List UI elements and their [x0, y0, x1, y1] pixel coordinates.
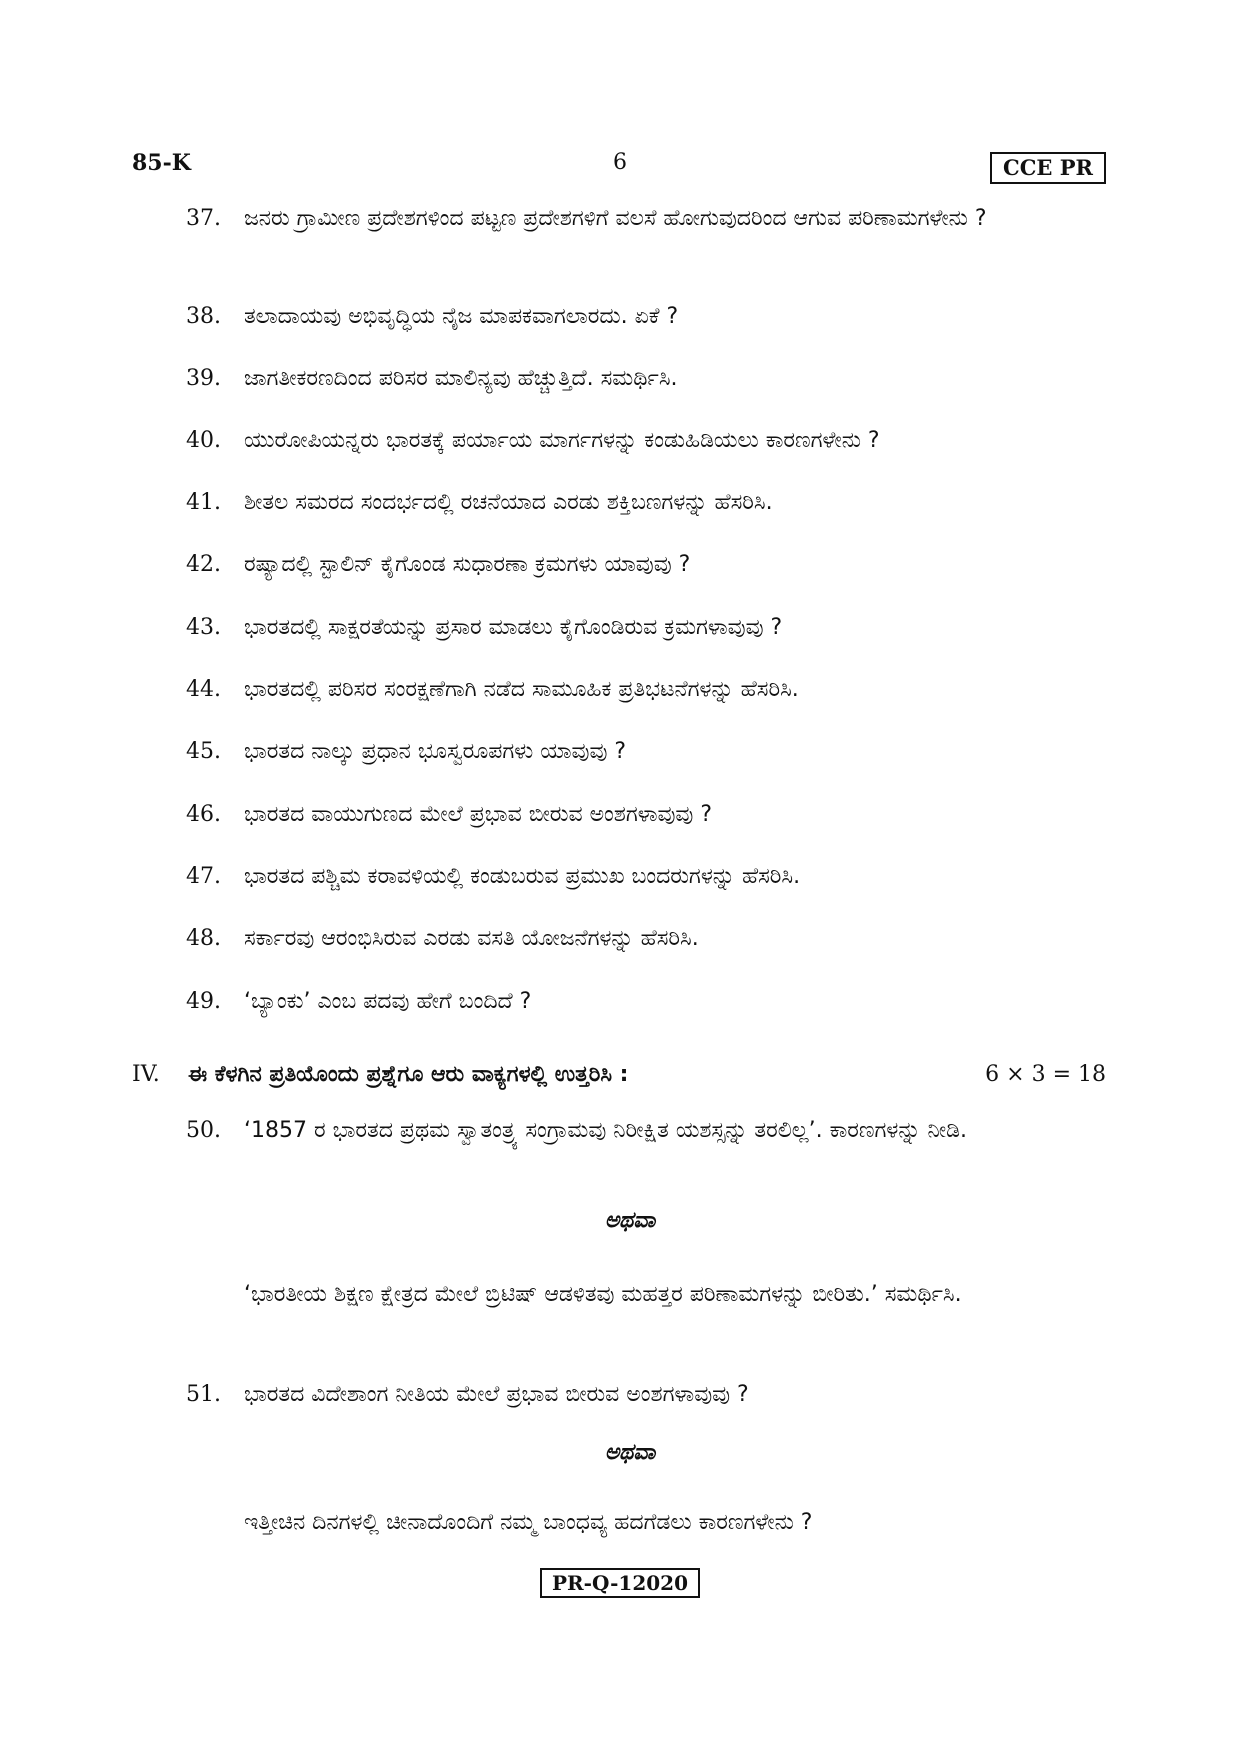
question-text: ಭಾರತದ ನಾಲ್ಕು ಪ್ರಧಾನ ಭೂಸ್ವರೂಪಗಳು ಯಾವುವು ?	[244, 739, 627, 764]
question-46	[186, 792, 1106, 838]
question-number: 40.	[186, 428, 221, 453]
question-48	[186, 916, 1106, 962]
question-50	[186, 1108, 1106, 1154]
question-42	[186, 542, 1106, 588]
question-text: ಭಾರತದಲ್ಲಿ ಸಾಕ್ಷರತೆಯನ್ನು ಪ್ರಸಾರ ಮಾಡಲು ಕೈಗೊಂಡಿರುವ ಕ್ರಮಗಳಾವುವು ?	[244, 615, 783, 640]
alternative-question-51: ಇತ್ತೀಚಿನ ದಿನಗಳಲ್ಲಿ ಚೀನಾದೊಂದಿಗೆ ನಮ್ಮ ಬಾಂಧವ್ಯ ಹದಗೆಡಲು ಕಾರಣಗಳೇನು ?	[244, 1510, 813, 1535]
question-number: 47.	[186, 864, 221, 889]
question-text: ‘ಬ್ಯಾಂಕು’ ಎಂಬ ಪದವು ಹೇಗೆ ಬಂದಿದೆ ?	[244, 989, 532, 1014]
question-40	[186, 418, 1106, 464]
question-number: 39.	[186, 366, 221, 391]
question-number: 37.	[186, 206, 221, 231]
question-45	[186, 729, 1106, 775]
question-text: ಶೀತಲ ಸಮರದ ಸಂದರ್ಭದಲ್ಲಿ ರಚನೆಯಾದ ಎರಡು ಶಕ್ತಿಬಣಗಳನ್ನು ಹೆಸರಿಸಿ.	[244, 490, 773, 515]
question-number: 45.	[186, 739, 221, 764]
question-number: 48.	[186, 926, 221, 951]
or-label: ಅಥವಾ	[604, 1440, 656, 1465]
question-39	[186, 356, 1106, 402]
series-label-box: CCE PR	[990, 152, 1106, 184]
question-text: ಭಾರತದ ಪಶ್ಚಿಮ ಕರಾವಳಿಯಲ್ಲಿ ಕಂಡುಬರುವ ಪ್ರಮುಖ ಬಂದರುಗಳನ್ನು ಹೆಸರಿಸಿ.	[244, 864, 801, 889]
question-number: 41.	[186, 490, 221, 515]
question-number: 51.	[186, 1382, 221, 1407]
question-number: 44.	[186, 677, 221, 702]
alternative-question-50: ‘ಭಾರತೀಯ ಶಿಕ್ಷಣ ಕ್ಷೇತ್ರದ ಮೇಲೆ ಬ್ರಿಟಿಷ್ ಆಡಳಿತವು ಮಹತ್ತರ ಪರಿಣಾಮಗಳನ್ನು ಬೀರಿತು.’ ಸಮರ್ಥಿಸಿ.	[244, 1282, 962, 1307]
or-label: ಅಥವಾ	[604, 1208, 656, 1233]
question-number: 46.	[186, 802, 221, 827]
question-number: 49.	[186, 989, 221, 1014]
question-text: ಭಾರತದ ವಾಯುಗುಣದ ಮೇಲೆ ಪ್ರಭಾವ ಬೀರುವ ಅಂಶಗಳಾವುವು ?	[244, 802, 713, 827]
question-text: ಭಾರತದಲ್ಲಿ ಪರಿಸರ ಸಂರಕ್ಷಣೆಗಾಗಿ ನಡೆದ ಸಾಮೂಹಿಕ ಪ್ರತಿಭಟನೆಗಳನ್ನು ಹೆಸರಿಸಿ.	[244, 677, 799, 702]
question-text: ರಷ್ಯಾದಲ್ಲಿ ಸ್ಟಾಲಿನ್ ಕೈಗೊಂಡ ಸುಧಾರಣಾ ಕ್ರಮಗಳು ಯಾವುವು ?	[244, 552, 691, 577]
question-number: 43.	[186, 615, 221, 640]
question-text: ಭಾರತದ ವಿದೇಶಾಂಗ ನೀತಿಯ ಮೇಲೆ ಪ್ರಭಾವ ಬೀರುವ ಅಂಶಗಳಾವುವು ?	[244, 1382, 749, 1407]
question-41	[186, 480, 1106, 526]
question-49	[186, 979, 1106, 1025]
section-number: IV.	[132, 1062, 160, 1087]
question-text: ಯುರೋಪಿಯನ್ನರು ಭಾರತಕ್ಕೆ ಪರ್ಯಾಯ ಮಾರ್ಗಗಳನ್ನು ಕಂಡುಹಿಡಿಯಲು ಕಾರಣಗಳೇನು ?	[244, 428, 880, 453]
question-text: ಜಾಗತೀಕರಣದಿಂದ ಪರಿಸರ ಮಾಲಿನ್ಯವು ಹೆಚ್ಚುತ್ತಿದೆ. ಸಮರ್ಥಿಸಿ.	[244, 366, 678, 391]
question-47	[186, 854, 1106, 900]
question-text: ‘1857 ರ ಭಾರತದ ಪ್ರಥಮ ಸ್ವಾತಂತ್ರ್ಯ ಸಂಗ್ರಾಮವು ನಿರೀಕ್ಷಿತ ಯಶಸ್ಸನ್ನು ತರಲಿಲ್ಲ’. ಕಾರಣಗಳನ್ನು ನೀಡಿ.	[244, 1118, 967, 1143]
question-number: 38.	[186, 304, 221, 329]
footer-code-box: PR-Q-12020	[540, 1568, 700, 1598]
question-text: ತಲಾದಾಯವು ಅಭಿವೃದ್ಧಿಯ ನೈಜ ಮಾಪಕವಾಗಲಾರದು. ಏಕೆ ?	[244, 304, 679, 329]
question-number: 42.	[186, 552, 221, 577]
question-number: 50.	[186, 1118, 221, 1143]
question-43	[186, 605, 1106, 651]
section-marks: 6 × 3 = 18	[985, 1062, 1106, 1087]
question-38	[186, 294, 1106, 340]
question-44	[186, 667, 1106, 713]
section-instruction: ಈ ಕೆಳಗಿನ ಪ್ರತಿಯೊಂದು ಪ್ರಶ್ನೆಗೂ ಆರು ವಾಕ್ಯಗಳಲ್ಲಿ ಉತ್ತರಿಸಿ :	[188, 1062, 629, 1087]
page-number: 6	[613, 150, 627, 175]
question-text: ಸರ್ಕಾರವು ಆರಂಭಿಸಿರುವ ಎರಡು ವಸತಿ ಯೋಜನೆಗಳನ್ನು ಹೆಸರಿಸಿ.	[244, 926, 699, 951]
paper-code: 85-K	[132, 150, 191, 176]
question-37	[186, 196, 1106, 242]
question-text: ಜನರು ಗ್ರಾಮೀಣ ಪ್ರದೇಶಗಳಿಂದ ಪಟ್ಟಣ ಪ್ರದೇಶಗಳಿಗೆ ವಲಸೆ ಹೋಗುವುದರಿಂದ ಆಗುವ ಪರಿಣಾಮಗಳೇನು ?	[244, 206, 987, 231]
question-51	[186, 1372, 1106, 1418]
